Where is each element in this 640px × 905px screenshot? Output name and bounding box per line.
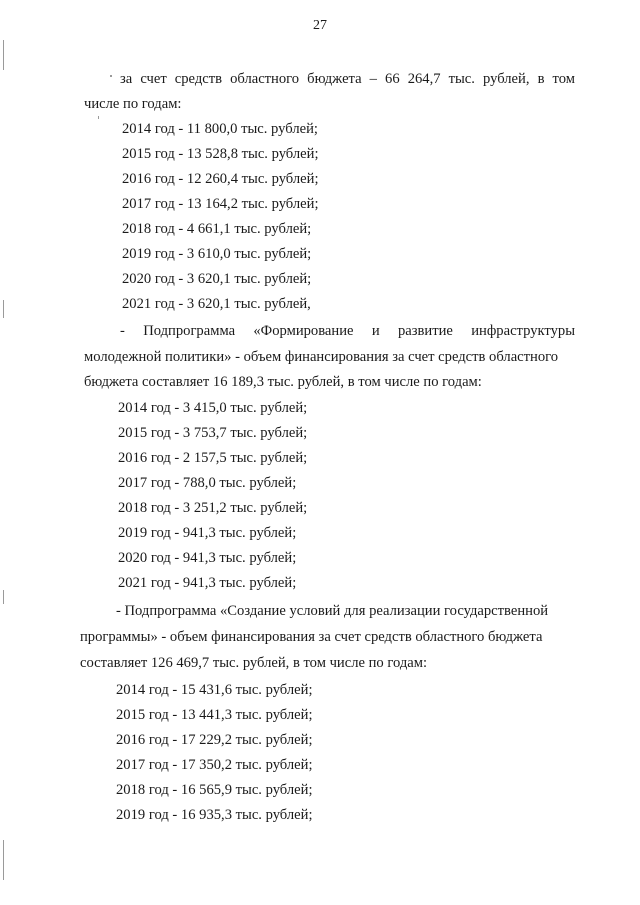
year-line: 2015 год - 13 528,8 тыс. рублей; <box>122 146 319 162</box>
scan-artifact <box>3 40 4 70</box>
year-line: 2014 год - 3 415,0 тыс. рублей; <box>118 400 308 416</box>
text-line: программы» - объем финансирования за счет средств областного бюджета <box>80 629 543 645</box>
scan-artifact <box>3 300 4 318</box>
text-line: за счет средств областного бюджета – 66 264,7 тыс. рублей, в том <box>120 71 575 87</box>
year-line: 2017 год - 13 164,2 тыс. рублей; <box>122 196 319 212</box>
year-line: 2017 год - 17 350,2 тыс. рублей; <box>116 757 313 773</box>
text-line: молодежной политики» - объем финансирования за счет средств областного <box>84 349 559 365</box>
page-number: 27 <box>313 18 327 33</box>
scan-artifact <box>3 840 4 880</box>
year-line: 2019 год - 3 610,0 тыс. рублей; <box>122 246 312 262</box>
year-line: 2021 год - 3 620,1 тыс. рублей, <box>122 296 311 312</box>
year-line: 2016 год - 2 157,5 тыс. рублей; <box>118 450 308 466</box>
year-line: 2018 год - 3 251,2 тыс. рублей; <box>118 500 308 516</box>
year-line: 2014 год - 11 800,0 тыс. рублей; <box>122 121 318 137</box>
year-line: 2020 год - 941,3 тыс. рублей; <box>118 550 297 566</box>
year-line: 2018 год - 16 565,9 тыс. рублей; <box>116 782 313 798</box>
year-line: 2017 год - 788,0 тыс. рублей; <box>118 475 297 491</box>
year-line: 2014 год - 15 431,6 тыс. рублей; <box>116 682 313 698</box>
subprogram-heading: - Подпрограмма «Создание условий для реализации государственной <box>116 603 549 619</box>
scan-speck <box>98 116 99 119</box>
year-line: 2016 год - 12 260,4 тыс. рублей; <box>122 171 319 187</box>
year-line: 2015 год - 13 441,3 тыс. рублей; <box>116 707 313 723</box>
year-line: 2019 год - 16 935,3 тыс. рублей; <box>116 807 313 823</box>
text-line: составляет 126 469,7 тыс. рублей, в том числе по годам: <box>80 655 428 671</box>
year-line: 2018 год - 4 661,1 тыс. рублей; <box>122 221 312 237</box>
text-line: числе по годам: <box>84 96 182 112</box>
subprogram-heading: - Подпрограмма «Формирование и развитие инфраструктуры <box>120 323 575 339</box>
year-line: 2016 год - 17 229,2 тыс. рублей; <box>116 732 313 748</box>
text-line: бюджета составляет 16 189,3 тыс. рублей, в том числе по годам: <box>84 374 482 390</box>
year-line: 2015 год - 3 753,7 тыс. рублей; <box>118 425 308 441</box>
year-line: 2019 год - 941,3 тыс. рублей; <box>118 525 297 541</box>
year-line: 2020 год - 3 620,1 тыс. рублей; <box>122 271 312 287</box>
scan-artifact <box>3 590 4 604</box>
year-line: 2021 год - 941,3 тыс. рублей; <box>118 575 297 591</box>
scan-speck <box>110 75 112 77</box>
